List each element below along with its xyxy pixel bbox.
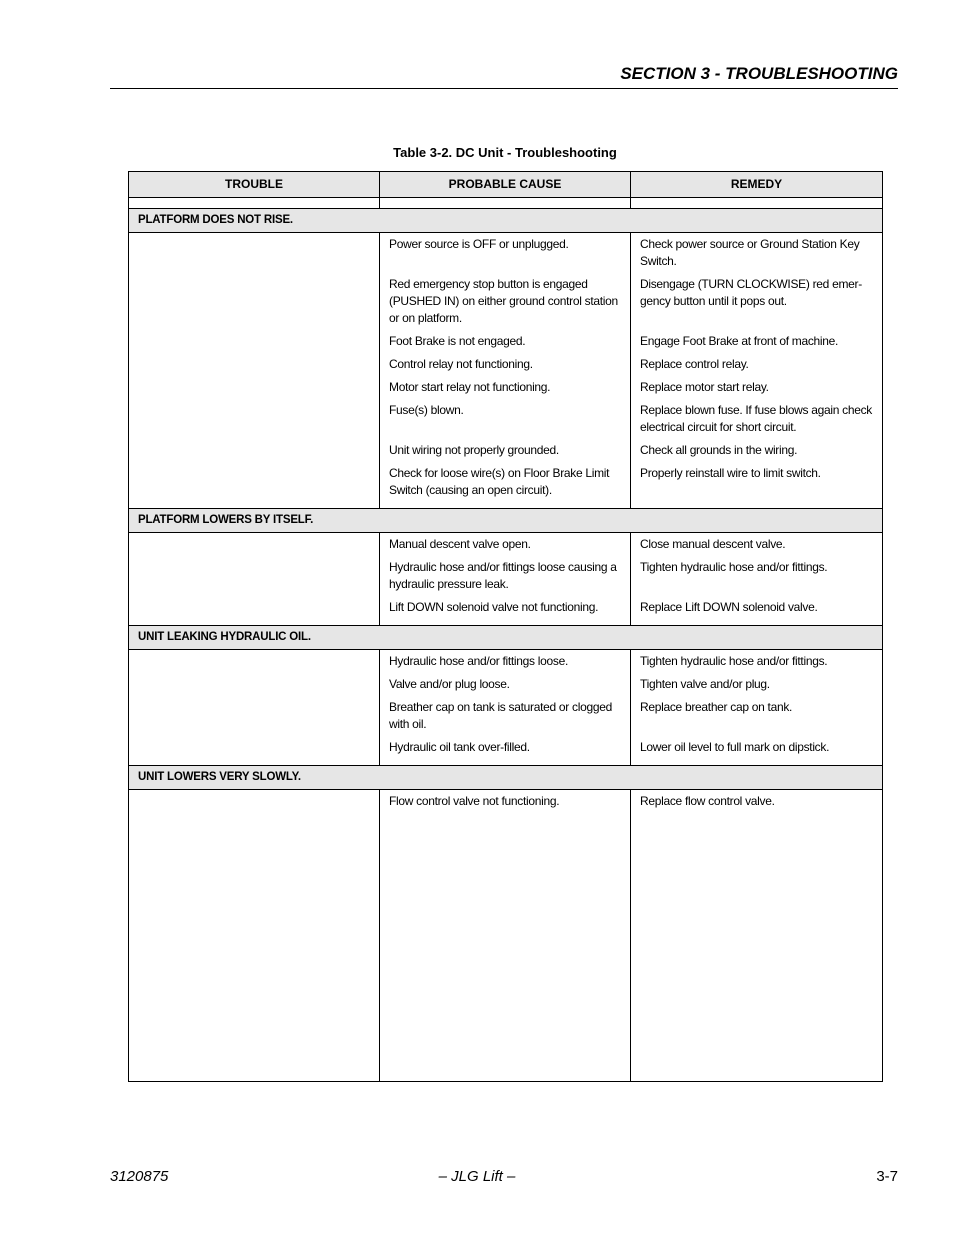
trouble-cell bbox=[129, 533, 380, 626]
remedy-cell bbox=[631, 650, 883, 766]
trouble-cell bbox=[129, 650, 380, 766]
remedy-cell bbox=[631, 533, 883, 626]
cause-item: Flow control valve not functioning. bbox=[389, 794, 560, 808]
trouble-cell bbox=[129, 790, 380, 1082]
cause-cell bbox=[380, 233, 631, 509]
table-row bbox=[129, 533, 883, 626]
remedy-item: Lower oil level to full mark on dipstick. bbox=[640, 740, 830, 754]
remedy-item: Tighten hydraulic hose and/or fittings. bbox=[640, 560, 828, 574]
cause-item: Lift DOWN solenoid valve not functioning. bbox=[389, 600, 599, 614]
table-row bbox=[129, 790, 883, 1082]
cause-item: Power source is OFF or unplugged. bbox=[389, 237, 569, 251]
table-header-row bbox=[129, 172, 883, 198]
cause-cell bbox=[380, 790, 631, 1082]
cause-item: Unit wiring not properly grounded. bbox=[389, 443, 559, 457]
remedy-item: Replace Lift DOWN solenoid valve. bbox=[640, 600, 818, 614]
remedy-item: Close manual descent valve. bbox=[640, 537, 786, 551]
cause-item: Breather cap on tank is saturated or clogged with oil. bbox=[389, 700, 612, 731]
trouble-group-row bbox=[129, 766, 883, 790]
cause-item: Hydraulic hose and/or fittings loose. bbox=[389, 654, 569, 668]
remedy-item: Replace control relay. bbox=[640, 357, 749, 371]
troubleshooting-table bbox=[128, 171, 883, 1082]
trouble-cell bbox=[129, 233, 380, 509]
cause-item: Check for loose wire(s) on Floor Brake Limit Switch (causing an open circuit). bbox=[389, 466, 610, 497]
trouble-label: PLATFORM LOWERS BY ITSELF. bbox=[129, 509, 883, 533]
cause-item: Foot Brake is not engaged. bbox=[389, 334, 526, 348]
cause-item: Hydraulic oil tank over-filled. bbox=[389, 740, 530, 754]
trouble-group-row bbox=[129, 209, 883, 233]
footer-brand: – JLG Lift – bbox=[438, 1168, 516, 1185]
cause-item: Red emergency stop button is engaged (PUSHED IN) on either ground control station or on platform. bbox=[389, 277, 618, 325]
spacer-row bbox=[129, 198, 883, 209]
remedy-item: Check all grounds in the wiring. bbox=[640, 443, 798, 457]
column-header-remedy: REMEDY bbox=[631, 172, 883, 198]
remedy-cell bbox=[631, 790, 883, 1082]
remedy-item: Replace breather cap on tank. bbox=[640, 700, 793, 714]
remedy-cell bbox=[631, 233, 883, 509]
cause-item: Control relay not functioning. bbox=[389, 357, 533, 371]
remedy-item: Tighten hydraulic hose and/or fittings. bbox=[640, 654, 828, 668]
table-row bbox=[129, 650, 883, 766]
trouble-label: PLATFORM DOES NOT RISE. bbox=[129, 209, 883, 233]
remedy-item: Replace flow control valve. bbox=[640, 794, 775, 808]
remedy-item: Replace motor start relay. bbox=[640, 380, 769, 394]
remedy-item: Engage Foot Brake at front of machine. bbox=[640, 334, 839, 348]
remedy-item: Properly reinstall wire to limit switch. bbox=[640, 466, 821, 480]
remedy-item: Replace blown fuse. If fuse blows again check electrical circuit for short circuit. bbox=[640, 403, 872, 434]
table-title: Table 3-2. DC Unit - Troubleshooting bbox=[393, 145, 617, 160]
cause-cell bbox=[380, 650, 631, 766]
trouble-label: UNIT LOWERS VERY SLOWLY. bbox=[129, 766, 883, 790]
trouble-group-row bbox=[129, 626, 883, 650]
column-header-cause: PROBABLE CAUSE bbox=[380, 172, 631, 198]
table-row bbox=[129, 233, 883, 509]
cause-item: Hydraulic hose and/or fittings loose causing a hydraulic pressure leak. bbox=[389, 560, 617, 591]
header-rule bbox=[110, 88, 898, 89]
remedy-item: Disengage (TURN CLOCKWISE) red emer- gency button until it pops out. bbox=[640, 277, 862, 308]
trouble-group-row bbox=[129, 509, 883, 533]
table-body bbox=[129, 198, 883, 1082]
section-title: SECTION 3 - TROUBLESHOOTING bbox=[620, 64, 898, 83]
cause-item: Valve and/or plug loose. bbox=[389, 677, 510, 691]
trouble-label: UNIT LEAKING HYDRAULIC OIL. bbox=[129, 626, 883, 650]
doc-number: 3120875 bbox=[110, 1168, 169, 1185]
remedy-item: Check power source or Ground Station Key Switch. bbox=[640, 237, 860, 268]
cause-item: Manual descent valve open. bbox=[389, 537, 531, 551]
column-header-trouble: TROUBLE bbox=[129, 172, 380, 198]
cause-cell bbox=[380, 533, 631, 626]
remedy-item: Tighten valve and/or plug. bbox=[640, 677, 770, 691]
cause-item: Motor start relay not functioning. bbox=[389, 380, 551, 394]
page-number: 3-7 bbox=[876, 1168, 898, 1185]
cause-item: Fuse(s) blown. bbox=[389, 403, 464, 417]
